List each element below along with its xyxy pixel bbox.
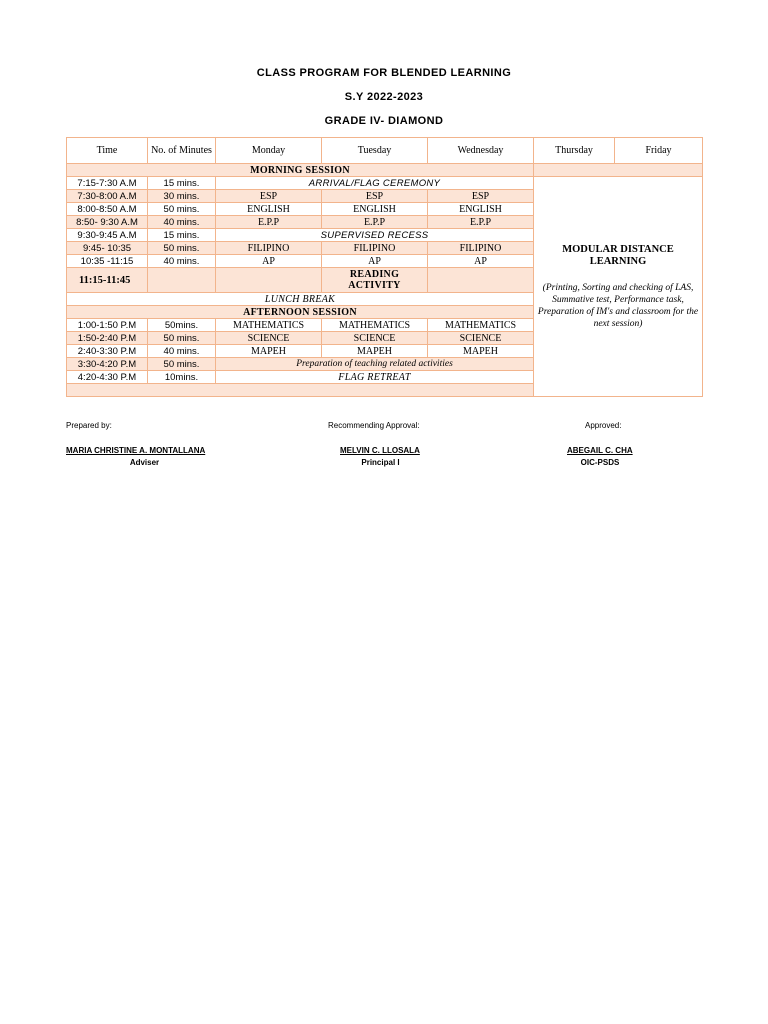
monday-cell: SCIENCE [216, 332, 322, 345]
time-cell: 1:50-2:40 P.M [67, 332, 148, 345]
time-cell: 11:15-11:45 [67, 268, 148, 293]
time-cell: 4:20-4:30 P.M [67, 371, 148, 384]
activity-cell: SUPERVISED RECESS [216, 229, 534, 242]
time-cell: 1:00-1:50 P.M [67, 319, 148, 332]
lunch-break-label: LUNCH BREAK [67, 293, 534, 306]
thu-fri-header-spacer [534, 164, 703, 177]
time-cell: 9:45- 10:35 [67, 242, 148, 255]
wednesday-cell: E.P.P [428, 216, 534, 229]
tuesday-cell: ENGLISH [322, 203, 428, 216]
time-cell: 2:40-3:30 P.M [67, 345, 148, 358]
col-header-wednesday: Wednesday [428, 138, 534, 164]
prepared-by-label: Prepared by: [66, 421, 112, 430]
monday-cell: MAPEH [216, 345, 322, 358]
minutes-cell: 50 mins. [148, 358, 216, 371]
monday-cell: MATHEMATICS [216, 319, 322, 332]
minutes-cell: 10mins. [148, 371, 216, 384]
col-header-monday: Monday [216, 138, 322, 164]
minutes-cell: 15 mins. [148, 229, 216, 242]
wednesday-cell: SCIENCE [428, 332, 534, 345]
monday-cell: E.P.P [216, 216, 322, 229]
recommending-approval-label: Recommending Approval: [328, 421, 420, 430]
monday-cell: ENGLISH [216, 203, 322, 216]
school-year: S.Y 2022-2023 [344, 91, 424, 103]
afternoon-session-label: AFTERNOON SESSION [67, 306, 534, 319]
col-header-friday: Friday [615, 138, 703, 164]
modular-title: MODULAR DISTANCE LEARNING [562, 243, 674, 267]
empty-cell [67, 384, 534, 397]
grade-section: GRADE IV- DIAMOND [324, 115, 444, 127]
time-cell: 3:30-4:20 P.M [67, 358, 148, 371]
minutes-cell: 30 mins. [148, 190, 216, 203]
wednesday-cell [428, 268, 534, 293]
time-cell: 8:50- 9:30 A.M [67, 216, 148, 229]
approved-name: ABEGAIL C. CHA [567, 446, 633, 455]
tuesday-cell: MATHEMATICS [322, 319, 428, 332]
header-row [67, 138, 703, 164]
time-cell: 10:35 -11:15 [67, 255, 148, 268]
monday-cell: AP [216, 255, 322, 268]
wednesday-cell: FILIPINO [428, 242, 534, 255]
minutes-cell: 50mins. [148, 319, 216, 332]
monday-cell: ESP [216, 190, 322, 203]
approved-role: OIC-PSDS [580, 458, 620, 467]
recommending-role: Principal I [361, 458, 400, 467]
class-schedule-table [66, 137, 703, 397]
morning-session-label: MORNING SESSION [67, 164, 534, 177]
col-header-time: Time [67, 138, 148, 164]
approved-label: Approved: [585, 421, 622, 430]
monday-cell: FILIPINO [216, 242, 322, 255]
prepared-by-name: MARIA CHRISTINE A. MONTALLANA [66, 446, 206, 455]
tuesday-cell: FILIPINO [322, 242, 428, 255]
modular-distance-learning-cell [534, 177, 703, 397]
table-row [67, 177, 703, 190]
activity-cell: FLAG RETREAT [216, 371, 534, 384]
time-cell: 8:00-8:50 A.M [67, 203, 148, 216]
document-title: CLASS PROGRAM FOR BLENDED LEARNING [256, 67, 512, 79]
time-cell: 7:15-7:30 A.M [67, 177, 148, 190]
modular-note: (Printing, Sorting and checking of LAS, Summative test, Performance task, Preparation of IM's and classroom for the next session) [537, 282, 699, 329]
monday-cell [216, 268, 322, 293]
time-cell: 7:30-8:00 A.M [67, 190, 148, 203]
minutes-cell: 15 mins. [148, 177, 216, 190]
tuesday-cell: SCIENCE [322, 332, 428, 345]
tuesday-cell: E.P.P [322, 216, 428, 229]
minutes-cell: 40 mins. [148, 216, 216, 229]
time-cell: 9:30-9:45 A.M [67, 229, 148, 242]
session-row-morning [67, 164, 703, 177]
wednesday-cell: AP [428, 255, 534, 268]
wednesday-cell: MAPEH [428, 345, 534, 358]
reading-activity-cell: READING ACTIVITY [322, 268, 428, 293]
col-header-thursday: Thursday [534, 138, 615, 164]
tuesday-cell: MAPEH [322, 345, 428, 358]
col-header-minutes: No. of Minutes [148, 138, 216, 164]
tuesday-cell: AP [322, 255, 428, 268]
wednesday-cell: ESP [428, 190, 534, 203]
col-header-tuesday: Tuesday [322, 138, 428, 164]
minutes-cell [148, 268, 216, 293]
activity-cell: Preparation of teaching related activities [216, 358, 534, 371]
wednesday-cell: MATHEMATICS [428, 319, 534, 332]
minutes-cell: 50 mins. [148, 242, 216, 255]
tuesday-cell: ESP [322, 190, 428, 203]
activity-cell: ARRIVAL/FLAG CEREMONY [216, 177, 534, 190]
recommending-name: MELVIN C. LLOSALA [340, 446, 420, 455]
minutes-cell: 50 mins. [148, 332, 216, 345]
minutes-cell: 40 mins. [148, 345, 216, 358]
wednesday-cell: ENGLISH [428, 203, 534, 216]
minutes-cell: 40 mins. [148, 255, 216, 268]
minutes-cell: 50 mins. [148, 203, 216, 216]
prepared-by-role: Adviser [129, 458, 160, 467]
